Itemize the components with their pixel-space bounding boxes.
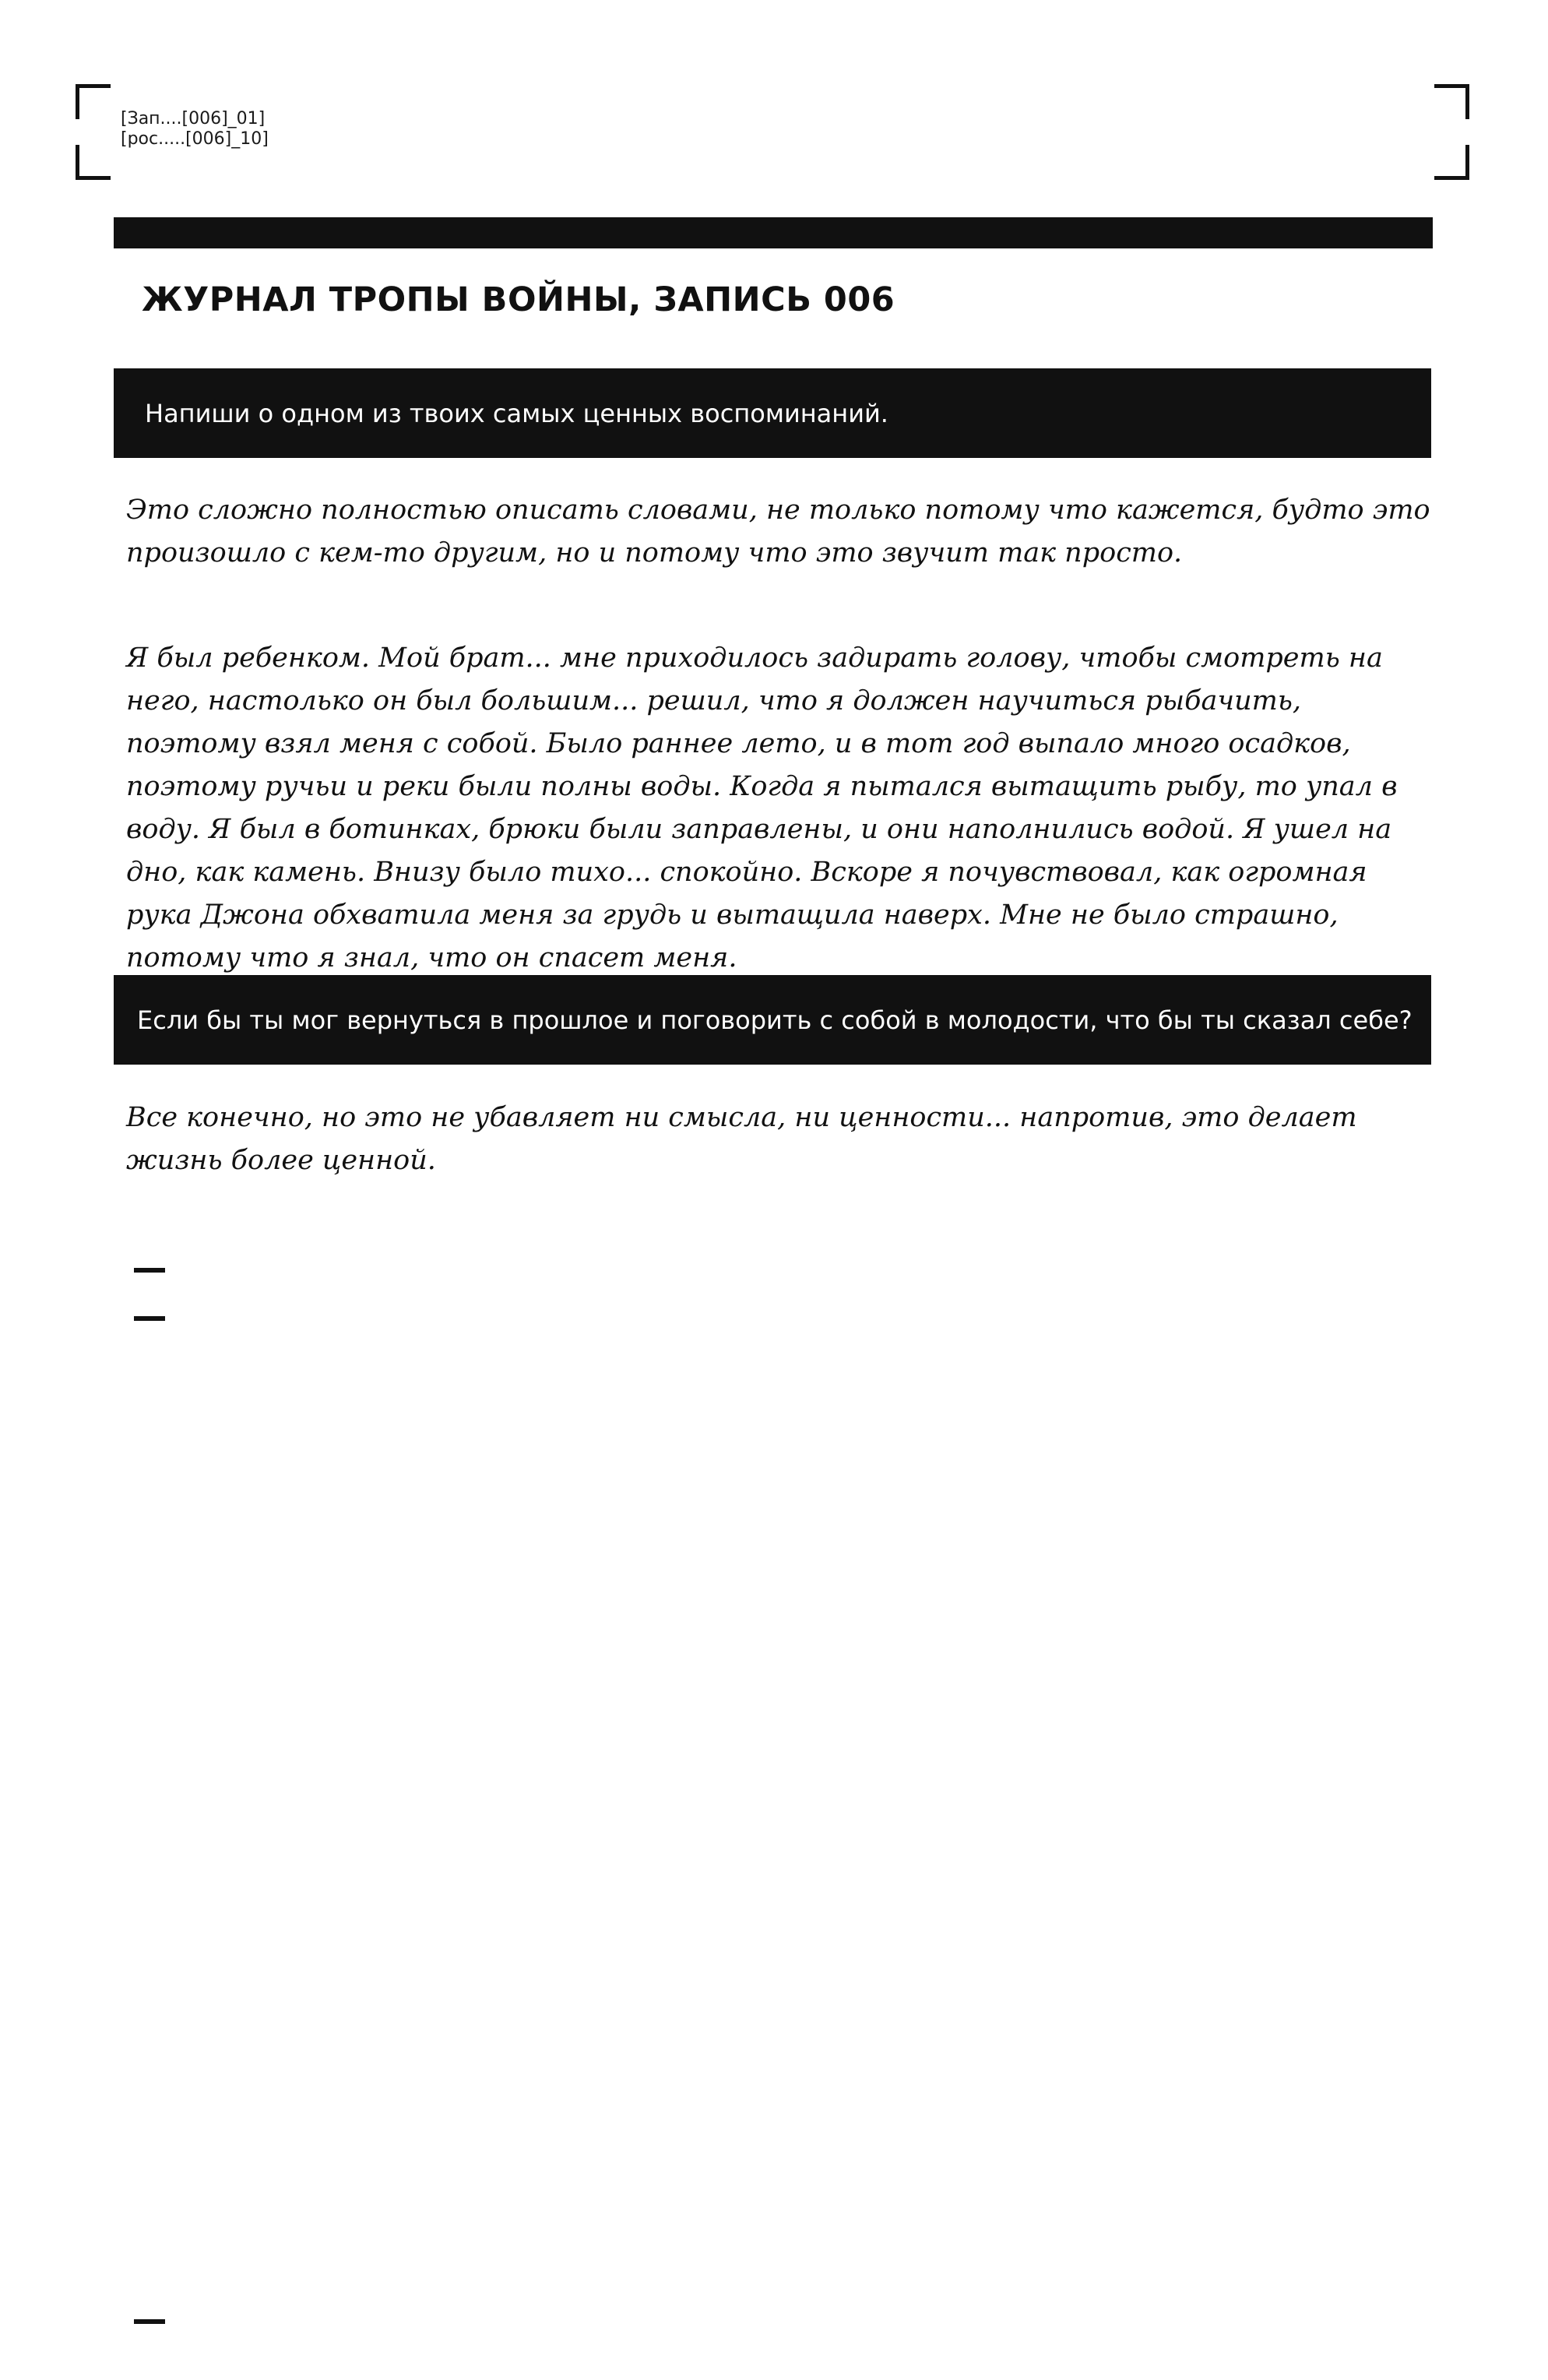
dash-mark-3 <box>134 2319 165 2324</box>
header-bar <box>114 217 1433 248</box>
question-2 <box>114 975 1431 1065</box>
answer-1-paragraph-1 <box>126 489 1434 575</box>
answer-2-paragraph-1-text: Все конечно, но это не убавляет ни смысла, ни ценности... напротив, это делает жизнь более ценной. <box>126 1102 1357 1176</box>
corner-bracket-bottom-right <box>1434 145 1469 180</box>
record-codes <box>121 109 269 150</box>
record-code-line-2: [рос.....[006]_10] <box>121 129 269 149</box>
answer-1-paragraph-1-text: Это сложно полностью описать словами, не только потому что кажется, будто это произошло с кем-то другим, но и потому что это звучит так просто. <box>126 495 1430 569</box>
corner-bracket-bottom-left <box>76 145 111 180</box>
answer-1-paragraph-2 <box>126 637 1434 980</box>
question-1-text: Напиши о одном из твоих самых ценных воспоминаний. <box>145 398 888 428</box>
dash-mark-1 <box>134 1268 165 1273</box>
record-code-line-1: [Зап....[006]_01] <box>121 109 266 129</box>
corner-bracket-top-right <box>1434 84 1469 119</box>
corner-bracket-top-left <box>76 84 111 119</box>
answer-1-paragraph-2-text: Я был ребенком. Мой брат... мне приходилось задирать голову, чтобы смотреть на него, настолько он был большим... решил, что я должен научиться рыбачить, поэтому взял меня с собой. Было раннее лето, и в тот год выпало много осадков, поэтому ручьи и реки были полны воды. Когда я пытался вытащить рыбу, то упал в воду. Я был в ботинках, брюки были заправлены, и они наполнились водой. Я ушел на дно, как камень. Внизу было тихо... спокойно. Вскоре я почувствовал, как огромная рука Джона обхватила меня за грудь и вытащила наверх. Мне не было страшно, потому что я знал, что он спасет меня. <box>126 643 1398 973</box>
question-2-text: Если бы ты мог вернуться в прошлое и поговорить с собой в молодости, что бы ты сказал себе? <box>137 1005 1413 1035</box>
answer-2-paragraph-1 <box>126 1097 1434 1182</box>
journal-title: ЖУРНАЛ ТРОПЫ ВОЙНЫ, ЗАПИСЬ 006 <box>142 280 895 319</box>
dash-mark-2 <box>134 1316 165 1321</box>
question-1 <box>114 368 1431 458</box>
